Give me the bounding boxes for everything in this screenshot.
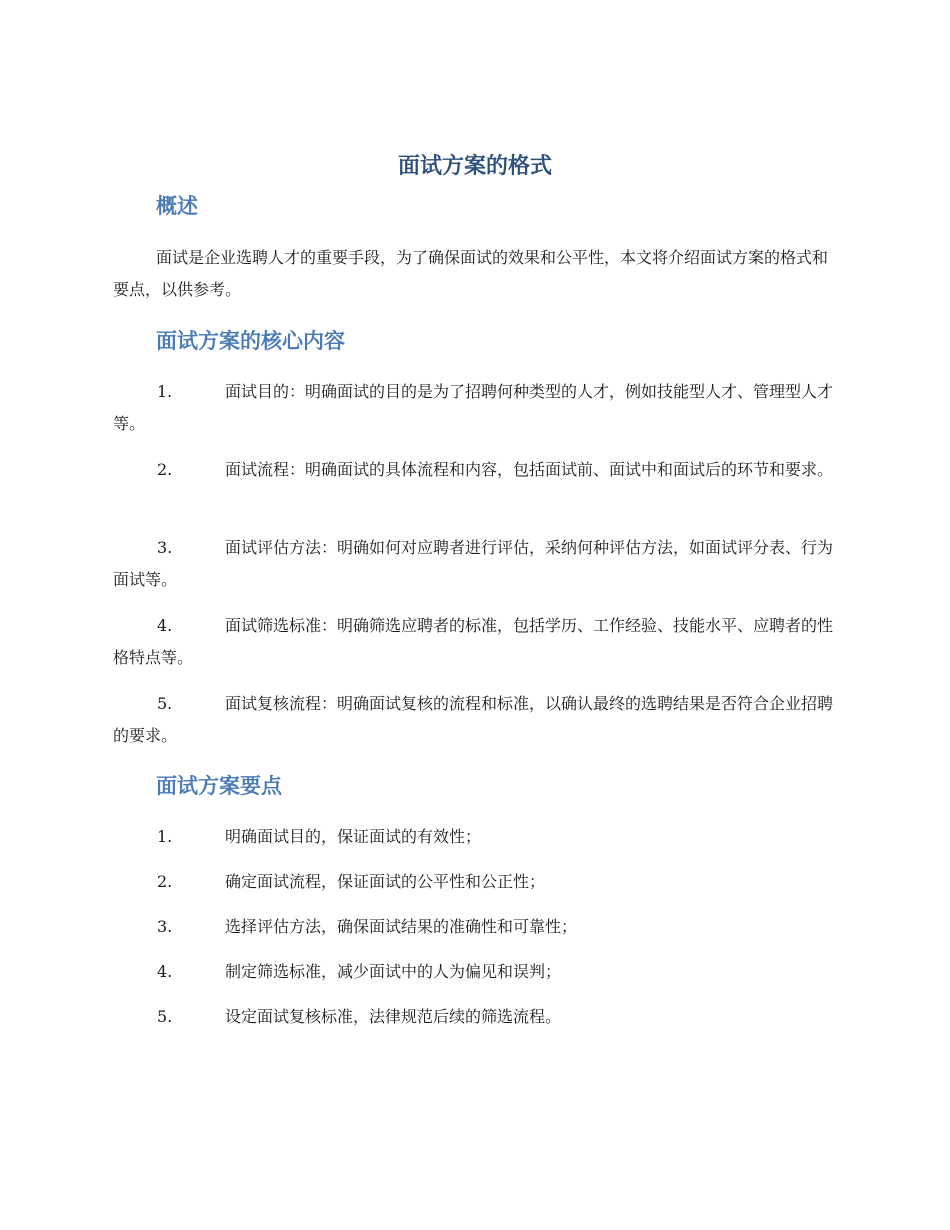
list-number: 3. [157,538,173,557]
list-text: 确定面试流程，保证面试的公平性和公正性； [225,872,546,891]
document-title: 面试方案的格式 [397,154,552,179]
core-list-item [113,610,841,674]
list-number: 4. [157,962,173,981]
list-text: 选择评估方法，确保面试结果的准确性和可靠性； [225,917,578,936]
list-text: 面试复核流程：明确面试复核的流程和标准，以确认最终的选聘结果是否符合企业招聘的要求。 [113,694,834,745]
list-number: 1. [157,382,173,401]
list-text: 制定筛选标准，减少面试中的人为偏见和误判； [225,962,562,981]
list-number: 1. [157,827,173,846]
list-text: 面试流程：明确面试的具体流程和内容，包括面试前、面试中和面试后的环节和要求。 [225,460,834,479]
points-list-item [157,826,481,848]
list-number: 5. [157,1007,173,1026]
section-heading-points: 面试方案要点 [156,774,282,798]
list-text: 设定面试复核标准，法律规范后续的筛选流程。 [225,1007,562,1026]
core-list-item [113,532,841,596]
points-list-item [157,916,577,938]
section-heading-core: 面试方案的核心内容 [156,329,345,353]
list-text: 面试筛选标准：明确筛选应聘者的标准，包括学历、工作经验、技能水平、应聘者的性格特点等。 [113,616,834,667]
list-number: 3. [157,917,173,936]
list-number: 2. [157,872,173,891]
points-list-item [157,1006,561,1028]
section-heading-overview: 概述 [156,194,198,218]
list-number: 4. [157,616,173,635]
list-number: 2. [157,460,173,479]
overview-paragraph: 面试是企业选聘人才的重要手段，为了确保面试的效果和公平性，本文将介绍面试方案的格式和要点，以供参考。 [113,248,829,299]
core-list-item [113,688,841,752]
points-list-item [157,871,545,893]
list-text: 面试评估方法：明确如何对应聘者进行评估，采纳何种评估方法，如面试评分表、行为面试等。 [113,538,834,589]
list-number: 5. [157,694,173,713]
points-list-item [157,961,561,983]
core-list-item [113,454,841,486]
list-text: 明确面试目的，保证面试的有效性； [225,827,482,846]
core-list-item [113,376,841,440]
list-text: 面试目的：明确面试的目的是为了招聘何种类型的人才，例如技能型人才、管理型人才等。 [113,382,834,433]
